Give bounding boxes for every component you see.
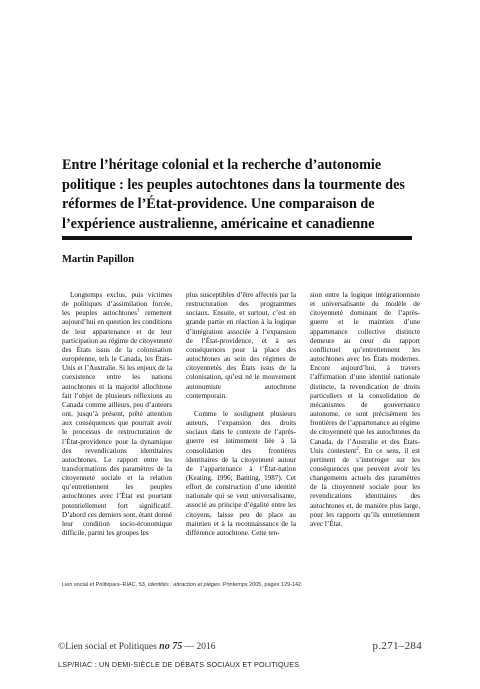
text-column-2: [186, 291, 296, 538]
title-rule: [62, 236, 412, 240]
footnote-ref[interactable]: 1: [136, 308, 140, 314]
text-column-3: [310, 291, 420, 529]
citation-prefix: Lien social et Politiques–RIAC, 53,: [62, 582, 148, 588]
paragraph: Comme le soulignent plusieurs auteurs, l’expansion des droits sociaux dans le contexte de l’après-guerre est intimement liée à la consolidation des frontières identitaires de la citoyenneté autour de l’appartenance à l’État-nation (Keating, 1996; Banting, 1987). Cet effort de construction d’une identité nationale qui se veut universalisante, associé au principe d’égalité entre les citoyens, laisse peu de place au maintien et à la reconnaissance de la différence autochtone. Cette ten-: [186, 409, 296, 537]
source-citation: [62, 582, 432, 588]
paragraph-text: Longtemps exclus, puis victimes de politiques d’assimilation forcée, les peuples autochtones: [62, 291, 172, 318]
citation-issue-title: Identités : attraction et pièges: [147, 582, 220, 588]
article-title: Entre l’héritage colonial et la recherche d’autonomie politique : les peuples autochtones dans la tourmente des réformes de l’État-providence. Une comparaison de l’expérience australienne, américaine et canadienne: [62, 157, 405, 232]
citation-suffix: . Printemps 2005, pages 129-142.: [219, 582, 303, 588]
paragraph-text: sion entre la logique intégrationniste et universalisante du modèle de citoyenneté dominant de l’après-guerre et le maintien d’une appartenance collective distincte demeure au cœur du rapport conflictuel qu’entretiennent les autochtones avec les États modernes. Encore aujourd’hui, à travers l’affirmation d’une identité nationale distincte, la revendication de droits particuliers et la consolidation de mécanismes de gouvernance autonome, ce sont précisément les frontières de l’appartenance au régime de citoyenneté que les autochtones du Canada, de l’Australie et des États-Unis contestent: [310, 291, 420, 455]
page-range: p.271–284: [372, 640, 422, 652]
footnote-ref[interactable]: 2: [356, 446, 359, 452]
series-title: LSP/RIAC : UN DEMI-SIÈCLE DE DÉBATS SOCIAUX ET POLITIQUES: [58, 660, 300, 669]
paragraph: plus susceptibles d’être affectés par la restructuration des programmes sociaux. Ensuite, et surtout, c’est en grande partie en réaction à la logique d’intégration associée à l’expansion de l’État-providence, et à ses conséquences pour la place des autochtones au sein des régimes de citoyennetés des États issus de la colonisation, qu’est né le mouvement autonomiste autochtone contemporain.: [186, 291, 296, 400]
journal-name: ©Lien social et Politiques: [58, 642, 160, 652]
author-name: Martin Papillon: [62, 254, 135, 265]
issue-year: — 2016: [182, 642, 216, 652]
paragraph: [310, 291, 420, 529]
issue-number: no 75: [159, 641, 183, 652]
text-column-1: [62, 291, 172, 538]
paragraph-text: . En ce sens, il est pertinent de s’interroger sur les conséquences que peuvent avoir les changements actuels des paramètres de la citoyenneté sociale pour les revendications identitaires des autochtones et, de manière plus large, pour les rapports qu’ils entretiennent avec l’État.: [310, 446, 420, 528]
paragraph-text: remettent aujourd’hui en question les conditions de leur appartenance et de leur participation au régime de citoyenneté des États issus de la colonisation européenne, tels le Canada, les États-Unis et l’Australie. Si les enjeux de la coexistence entre les nations autochtones et la majorité allochtone fait l’objet de plusieurs réflexions au Canada comme ailleurs, peu d’auteurs ont, jusqu’à présent, prêté attention aux conséquences que pourrait avoir le processus de restructuration de l’État-providence pour la dynamique des revendications identitaires autochtones. Le rapport entre les transformations des paramètres de la citoyenneté sociale et la relation qu’entretiennent les peuples autochtones avec l’État est pourtant potentiellement fort significatif. D’abord ces derniers sont, étant donné leur condition socio-économique difficile, parmi les groupes les: [62, 309, 173, 538]
paragraph: [62, 291, 172, 538]
footer-journal: [58, 641, 215, 652]
